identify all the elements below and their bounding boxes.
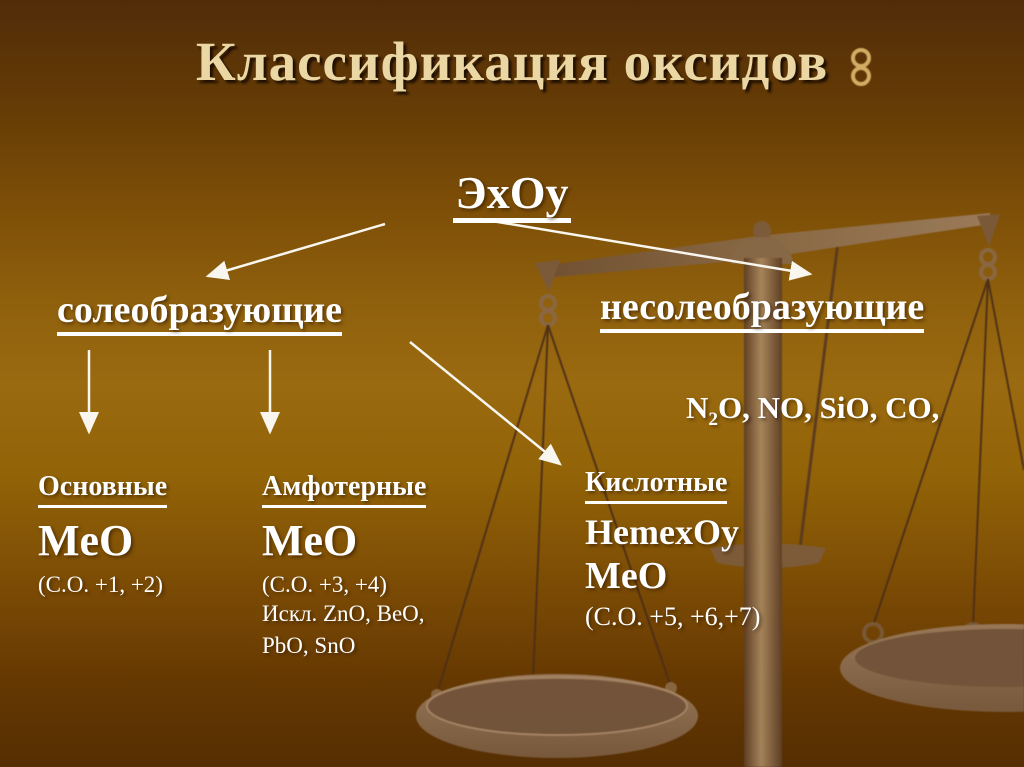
arrow-salt-to-acidic xyxy=(410,342,560,464)
amphoteric-exceptions-line2: PbO, SnO xyxy=(262,632,356,658)
page-title: Классификация оксидов xyxy=(195,31,829,92)
branch-non-salt-forming: несолеобразующие xyxy=(600,285,924,329)
root-formula xyxy=(0,166,1024,219)
basic-formula: MeO xyxy=(38,515,134,565)
category-acidic xyxy=(585,468,760,631)
amphoteric-oxidation-note: (С.О. +3, +4) xyxy=(262,571,387,597)
basic-oxidation-note: (С.О. +1, +2) xyxy=(38,571,163,597)
root-formula-text: ЭхОу xyxy=(453,167,572,223)
arrow-root-to-non-salt-forming xyxy=(480,219,810,274)
amphoteric-formula: MeO xyxy=(262,515,358,565)
acidic-formula-metal: MeO xyxy=(585,554,668,597)
acidic-heading: Кислотные xyxy=(585,468,727,504)
acidic-formula-nonmetal: HemexOy xyxy=(585,511,739,552)
non-salt-examples xyxy=(686,390,939,431)
acidic-oxidation-note: (С.О. +5, +6,+7) xyxy=(585,601,761,631)
examples-element: N xyxy=(686,390,709,425)
examples-subscript: 2 xyxy=(708,409,718,431)
branch-salt-forming: солеобразующие xyxy=(57,288,342,332)
category-amphoteric xyxy=(262,472,426,661)
arrow-root-to-salt-forming xyxy=(208,224,385,276)
basic-heading: Основные xyxy=(38,472,167,508)
examples-rest: O, NO, SiO, CO, xyxy=(718,390,940,425)
category-basic xyxy=(38,472,167,597)
amphoteric-exceptions-line1: Искл. ZnO, BeO, xyxy=(262,601,425,627)
amphoteric-heading: Амфотерные xyxy=(262,472,426,508)
